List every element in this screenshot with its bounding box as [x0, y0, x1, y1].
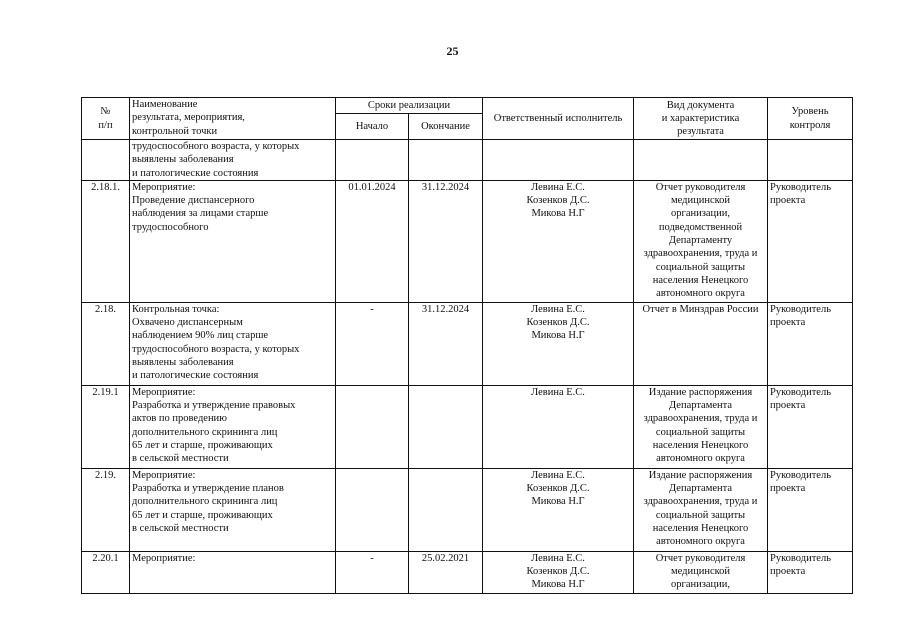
- row-start: [336, 385, 409, 468]
- table-row: [82, 180, 853, 302]
- row-responsible: [483, 140, 634, 181]
- header-name: Наименование результата, мероприятия, контрольной точки: [130, 98, 336, 140]
- row-name: Контрольная точка: Охвачено диспансерным наблюдением 90% лиц старше трудоспособного возраста, у которых выявлены заболевания и патологические состояния: [130, 302, 336, 385]
- row-start: -: [336, 302, 409, 385]
- row-doc: Отчет руководителя медицинской организации,: [634, 551, 768, 593]
- row-doc: Отчет в Минздрав России: [634, 302, 768, 385]
- row-responsible: Левина Е.С. Козенков Д.С. Микова Н.Г: [483, 302, 634, 385]
- header-doc: Вид документа и характеристика результата: [634, 98, 768, 140]
- table-row: [82, 551, 853, 593]
- page-number: 25: [446, 44, 459, 58]
- table-row: [82, 140, 853, 181]
- table-row: [82, 385, 853, 468]
- row-doc: Издание распоряжения Департамента здравоохранения, труда и социальной защиты населения Ненецкого автономного округа: [634, 468, 768, 551]
- row-name: Мероприятие:: [130, 551, 336, 593]
- header-responsible: Ответственный исполнитель: [483, 98, 634, 140]
- row-name: Мероприятие: Разработка и утверждение правовых актов по проведению дополнительного скрининга лиц 65 лет и старше, проживающих в сельской местности: [130, 385, 336, 468]
- row-end: [409, 140, 483, 181]
- row-level: Руководитель проекта: [768, 385, 853, 468]
- row-responsible: Левина Е.С. Козенков Д.С. Микова Н.Г: [483, 468, 634, 551]
- row-end: 31.12.2024: [409, 180, 483, 302]
- row-name: трудоспособного возраста, у которых выявлены заболевания и патологические состояния: [130, 140, 336, 181]
- row-num: 2.18.: [82, 302, 130, 385]
- row-start: [336, 468, 409, 551]
- row-responsible: Левина Е.С. Козенков Д.С. Микова Н.Г: [483, 180, 634, 302]
- row-responsible: Левина Е.С.: [483, 385, 634, 468]
- row-level: Руководитель проекта: [768, 180, 853, 302]
- header-terms: Сроки реализации: [336, 98, 483, 114]
- row-level: Руководитель проекта: [768, 468, 853, 551]
- row-doc: [634, 140, 768, 181]
- row-num: 2.19.1: [82, 385, 130, 468]
- header-start: Начало: [336, 114, 409, 140]
- row-level: Руководитель проекта: [768, 551, 853, 593]
- row-end: 31.12.2024: [409, 302, 483, 385]
- header-end: Окончание: [409, 114, 483, 140]
- row-level: [768, 140, 853, 181]
- row-name: Мероприятие: Разработка и утверждение планов дополнительного скрининга лиц 65 лет и старше, проживающих в сельской местности: [130, 468, 336, 551]
- row-level: Руководитель проекта: [768, 302, 853, 385]
- activities-table: [81, 97, 853, 594]
- row-doc: Издание распоряжения Департамента здравоохранения, труда и социальной защиты населения Ненецкого автономного округа: [634, 385, 768, 468]
- table-row: [82, 302, 853, 385]
- table-row: [82, 468, 853, 551]
- row-num: 2.19.: [82, 468, 130, 551]
- row-end: [409, 468, 483, 551]
- row-start: -: [336, 551, 409, 593]
- row-name: Мероприятие: Проведение диспансерного наблюдения за лицами старше трудоспособного: [130, 180, 336, 302]
- row-end: 25.02.2021: [409, 551, 483, 593]
- row-num: 2.18.1.: [82, 180, 130, 302]
- header-num: № п/п: [82, 98, 130, 140]
- row-start: [336, 140, 409, 181]
- row-doc: Отчет руководителя медицинской организации, подведомственной Департаменту здравоохранения, труда и социальной защиты населения Ненецкого автономного округа: [634, 180, 768, 302]
- row-num: [82, 140, 130, 181]
- row-end: [409, 385, 483, 468]
- row-responsible: Левина Е.С. Козенков Д.С. Микова Н.Г: [483, 551, 634, 593]
- row-num: 2.20.1: [82, 551, 130, 593]
- row-start: 01.01.2024: [336, 180, 409, 302]
- header-level: Уровень контроля: [768, 98, 853, 140]
